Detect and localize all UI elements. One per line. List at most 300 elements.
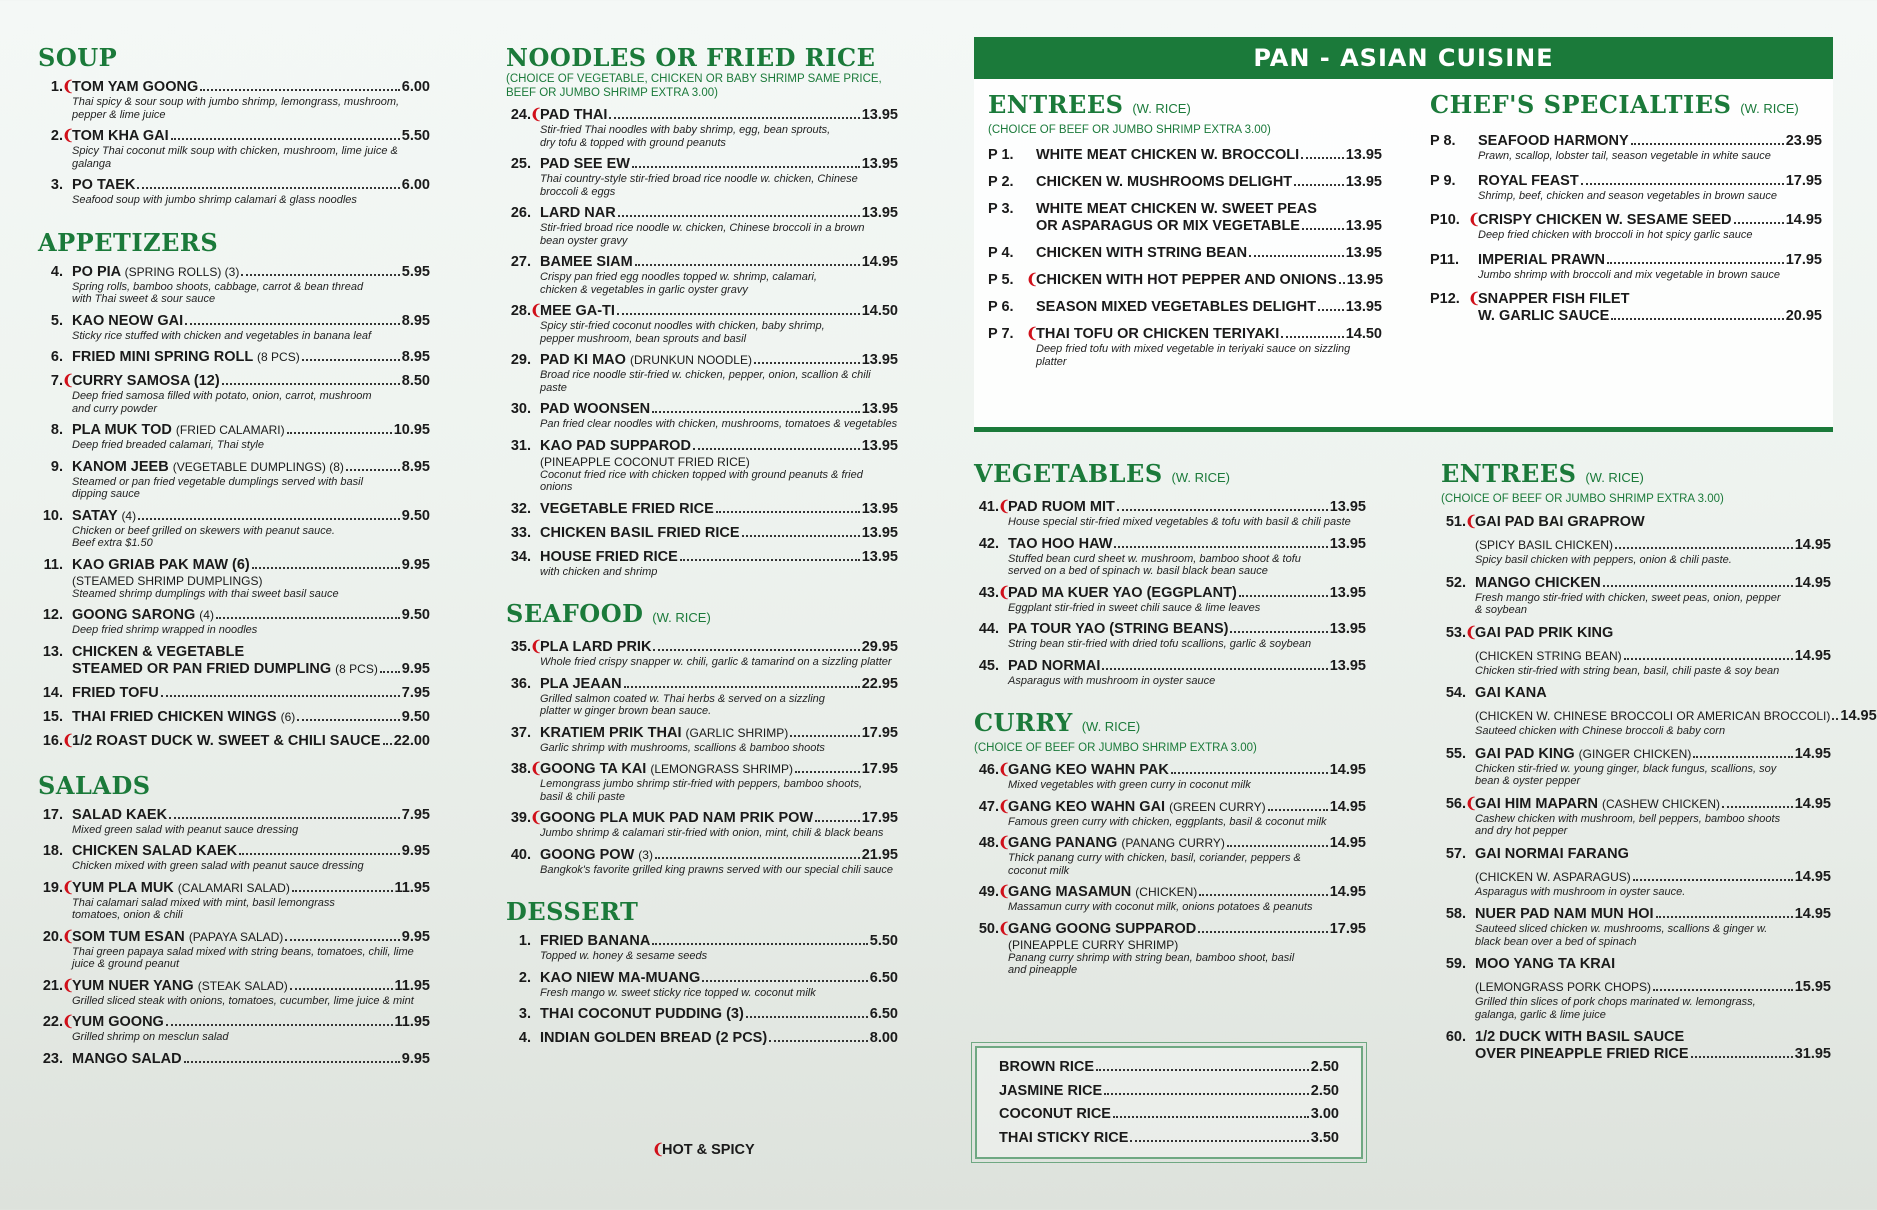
item-price: 6.00 (401, 79, 430, 95)
dot-leader (1268, 809, 1328, 811)
dot-leader (1691, 1056, 1793, 1058)
menu-item-row (506, 205, 898, 222)
item-price: 14.95 (1794, 868, 1831, 885)
item-price: 13.95 (861, 437, 898, 454)
item-price: 6.50 (869, 969, 898, 986)
item-description: Pan fried clear noodles with chicken, mushrooms, tomatoes & vegetables (540, 418, 898, 430)
menu-item-row (1441, 746, 1831, 763)
item-number: 33. (510, 524, 531, 541)
item-price: 14.95 (1329, 835, 1366, 851)
item-price: 23.95 (1785, 133, 1822, 149)
menu-item-row (506, 933, 898, 950)
item-description: Chicken stir-fried with string bean, basil, chili paste & soy bean (1475, 664, 1780, 677)
menu-item-row (1441, 685, 1831, 702)
item-number: P 2. (988, 174, 1014, 190)
item-description: platter w ginger brown bean sauce. (540, 705, 712, 717)
section-title: VEGETABLES (W. RICE) (974, 459, 1231, 488)
item-description: Deep fried tofu with mixed vegetable in teriyaki sauce on sizzling platter (1036, 343, 1351, 368)
item-price: 13.95 (861, 352, 898, 368)
item-subtitle: (6) (280, 709, 296, 724)
chili-icon: ❨ (1465, 624, 1478, 641)
item-description: Asparagus with mushroom in oyster sauce. (1475, 885, 1686, 898)
item-price: 11.95 (394, 879, 430, 896)
menu-item-row (1430, 212, 1822, 229)
menu-item (38, 607, 430, 637)
menu-item (988, 299, 1382, 316)
item-name: PAD NORMAI (1008, 657, 1101, 674)
item-name: ❨GAI HIM MAPARN (CASHEW CHICKEN) (1465, 795, 1721, 812)
item-name: KRATIEM PRIK THAI (GARLIC SHRIMP) (540, 724, 789, 741)
chili-icon: ❨ (62, 977, 75, 994)
dot-leader (1171, 772, 1328, 774)
item-subtitle: (VEGETABLE DUMPLINGS) (8) (172, 459, 344, 474)
item-name: ❨GANG GOONG SUPPAROD (998, 920, 1197, 937)
item-description: Thai spicy & sour soup with jumbo shrimp, lemongrass, mushroom, (72, 96, 400, 108)
item-name: 1/2 DUCK WITH BASIL SAUCE (1475, 1029, 1685, 1045)
section-note: (CHOICE OF BEEF OR JUMBO SHRIMP EXTRA 3.00) (974, 742, 1257, 754)
item-price: 17.95 (861, 810, 898, 826)
menu-item-row (1441, 625, 1831, 642)
item-name: CHICKEN WITH STRING BEAN (1036, 245, 1248, 261)
item-name: KAO PAD SUPPAROD (540, 437, 691, 454)
menu-item (506, 933, 898, 963)
item-number: 18. (42, 843, 63, 859)
item-name: ❨PAD RUOM MIT (998, 499, 1115, 515)
item-description: Deep fried shrimp wrapped in noodles (72, 624, 258, 636)
menu-item (1441, 575, 1831, 617)
item-number: P12. (1430, 291, 1460, 307)
menu-item-row (1430, 252, 1822, 269)
menu-item (506, 438, 898, 494)
item-number: 4. (518, 1030, 531, 1046)
item-name: ROYAL FEAST (1478, 172, 1579, 189)
item-description: dry tofu & topped with ground peanuts (540, 136, 726, 149)
menu-item-row (38, 607, 430, 624)
dot-leader (746, 1016, 868, 1018)
item-description: Cashew chicken with mushroom, bell peppers, bamboo shoots (1475, 812, 1781, 825)
menu-item (38, 508, 430, 550)
item-price: 9.50 (401, 708, 430, 725)
item-name: ❨GOONG PLA MUK PAD NAM PRIK POW (530, 810, 814, 826)
item-subtitle: (CASHEW CHICKEN) (1602, 796, 1721, 811)
menu-item (38, 843, 430, 873)
item-name: FRIED BANANA (540, 933, 651, 949)
item-subtitle: (FRIED CALAMARI) (175, 423, 285, 437)
dot-leader (290, 988, 393, 990)
item-description: Stuffed bean curd sheet w. mushroom, bamboo shoot & tofu (1008, 552, 1301, 565)
chili-icon: ❨ (62, 928, 75, 945)
item-subtitle: (GINGER CHICKEN) (1578, 746, 1692, 761)
menu-item (506, 303, 898, 345)
dot-leader (166, 1024, 393, 1026)
item-price: 13.95 (861, 205, 898, 221)
dot-leader (1631, 143, 1784, 145)
rice-name: THAI STICKY RICE (999, 1129, 1129, 1146)
item-number: P 7. (988, 326, 1014, 342)
item-number: 52. (1445, 574, 1466, 591)
item-number: 46. (978, 762, 999, 778)
item-number: 37. (510, 724, 531, 741)
menu-item-row (506, 639, 898, 656)
menu-item-row (38, 1051, 430, 1068)
item-price: 9.95 (401, 843, 430, 859)
item-description: Sauteed sliced chicken w. mushrooms, scallions & ginger w. (1475, 923, 1768, 935)
menu-item-row (506, 254, 898, 271)
dot-leader (617, 313, 860, 315)
chili-icon: ❨ (1465, 514, 1478, 530)
menu-column-2 (506, 44, 898, 1047)
dot-leader (287, 432, 392, 434)
item-price: 20.95 (1785, 308, 1822, 324)
item-name: THAI COCONUT PUDDING (3) (540, 1006, 744, 1022)
item-name: CHICKEN & VEGETABLE (72, 643, 245, 660)
dot-leader (1607, 262, 1784, 264)
item-description: pepper & lime juice (72, 108, 166, 121)
menu-item (506, 107, 898, 149)
menu-item (974, 835, 1366, 877)
rice-box (975, 1046, 1363, 1159)
legend-label: HOT & SPICY (662, 1142, 755, 1158)
menu-item-row-2 (1441, 708, 1877, 725)
dot-leader (769, 1040, 868, 1042)
item-description: Grilled thin slices of pork chops marinated w. lemongrass, (1475, 996, 1756, 1008)
menu-item-row (506, 761, 898, 778)
item-name: NUER PAD NAM MUN HOI (1475, 906, 1654, 922)
item-subtitle: (CHICKEN STRING BEAN) (1475, 648, 1622, 663)
item-price: 14.95 (1785, 212, 1822, 228)
menu-item (974, 658, 1366, 688)
item-number: 24. (510, 107, 531, 123)
item-name: TAO HOO HAW (1008, 535, 1113, 552)
dot-leader (1294, 184, 1344, 186)
item-price: 5.95 (401, 263, 430, 280)
item-number: 21. (42, 977, 63, 994)
item-name: FRIED MINI SPRING ROLL (8 PCS) (72, 349, 300, 365)
item-price: 7.95 (401, 684, 430, 701)
item-number: 1. (518, 933, 531, 949)
chili-icon: ❨ (998, 584, 1011, 601)
menu-item (506, 352, 898, 394)
menu-column-1 (38, 44, 430, 1068)
chili-icon: ❨ (652, 1142, 665, 1158)
item-description: Massamun curry with coconut milk, onions potatoes & peanuts (1008, 901, 1313, 913)
menu-item (1441, 796, 1831, 838)
item-number: 1. (50, 79, 63, 95)
item-description: basil & chili paste (540, 790, 625, 803)
menu-item-row (974, 799, 1366, 816)
menu-item-row (38, 929, 430, 946)
item-number: P 6. (988, 299, 1014, 315)
dot-leader (169, 817, 400, 819)
chili-icon: ❨ (998, 884, 1011, 900)
item-price: 14.95 (861, 254, 898, 270)
item-description: and pineapple (1008, 964, 1078, 976)
item-description: Thick panang curry with chicken, basil, coriander, peppers & (1008, 852, 1301, 864)
section-title: ENTREES (W. RICE) (988, 90, 1191, 119)
item-price: 13.95 (1346, 272, 1384, 288)
item-number: 11. (43, 556, 63, 573)
item-description: Deep fried chicken with broccoli in hot spicy garlic sauce (1478, 229, 1753, 241)
menu-item (38, 313, 430, 343)
item-name: PLA JEAAN (540, 675, 622, 692)
item-description: Asparagus with mushroom in oyster sauce (1008, 674, 1216, 687)
item-description: Stir-fried broad rice noodle w. chicken, Chinese broccoli in a brown (540, 222, 865, 234)
item-price: 22.95 (861, 675, 898, 692)
item-number: 50. (978, 920, 999, 937)
item-name: SATAY (4) (72, 507, 137, 524)
menu-item (38, 349, 430, 366)
item-price: 9.95 (401, 928, 430, 945)
menu-item (506, 810, 898, 840)
chili-icon: ❨ (530, 761, 543, 777)
item-name: PO PIA (SPRING ROLLS) (3) (72, 263, 240, 280)
menu-item-row (506, 1030, 898, 1047)
item-number: 51. (1445, 514, 1466, 530)
menu-item-row (974, 585, 1366, 602)
item-price: 13.95 (1345, 299, 1382, 315)
item-subtitle: (SPICY BASIL CHICKEN) (1475, 538, 1614, 552)
dot-leader (635, 264, 860, 266)
menu-item (38, 644, 430, 678)
chili-icon: ❨ (530, 810, 543, 826)
rice-price: 3.00 (1310, 1106, 1339, 1122)
menu-item (38, 459, 430, 501)
item-name: PLA MUK TOD (FRIED CALAMARI) (72, 422, 285, 438)
item-price: 13.95 (861, 500, 898, 517)
dot-leader (138, 518, 400, 520)
item-name: HOUSE FRIED RICE (540, 548, 678, 565)
item-price: 14.95 (1794, 906, 1831, 922)
menu-item-row (506, 303, 898, 320)
menu-item-row (38, 349, 430, 366)
item-price: 14.95 (1329, 762, 1366, 778)
menu-item-row (506, 156, 898, 173)
item-description: Grilled salmon coated w. Thai herbs & served on a sizzling (540, 692, 825, 705)
menu-item-row (1441, 575, 1831, 592)
menu-item (974, 536, 1366, 578)
item-name: KAO NIEW MA-MUANG (540, 969, 701, 986)
item-price: 14.95 (1794, 745, 1831, 762)
chili-icon: ❨ (998, 835, 1011, 851)
item-description: Thai country-style stir-fried broad rice noodle w. chicken, Chinese (540, 173, 858, 185)
item-price: 7.95 (401, 806, 430, 823)
item-name: ❨GOONG TA KAI (LEMONGRASS SHRIMP) (530, 761, 794, 777)
item-number: 55. (1445, 745, 1466, 762)
item-description: Famous green curry with chicken, eggplants, basil & coconut milk (1008, 815, 1327, 828)
menu-item-row (974, 884, 1366, 901)
item-price: 13.95 (1329, 657, 1366, 674)
chili-icon: ❨ (1468, 212, 1481, 228)
item-description: Sauteed chicken with Chinese broccoli & baby corn (1475, 725, 1726, 737)
dot-leader (1104, 1093, 1309, 1095)
item-description: Jumbo shrimp with broccoli and mix vegetable in brown sauce (1478, 268, 1781, 281)
menu-item-row-2 (1441, 869, 1831, 886)
item-description: served on a bed of spinach w. basil black bean sauce (1008, 565, 1268, 577)
item-description: String bean stir-fried with dried tofu scallions, garlic & soybean (1008, 638, 1312, 650)
item-subtitle: (STEAK SALAD) (197, 978, 288, 993)
item-number: 31. (510, 437, 531, 454)
menu-item-row (1430, 133, 1822, 150)
item-subtitle: (8 PCS) (257, 350, 300, 364)
item-subtitle: (GARLIC SHRIMP) (685, 725, 789, 740)
item-price: 9.50 (401, 507, 430, 524)
item-number: 9. (50, 458, 63, 475)
dot-leader (346, 469, 400, 471)
menu-item (38, 978, 430, 1008)
item-price: 9.50 (401, 607, 430, 623)
menu-column-3 (974, 460, 1366, 977)
item-price: 17.95 (861, 724, 898, 741)
menu-item (506, 676, 898, 718)
item-price: 14.95 (1329, 798, 1366, 815)
menu-item-row (988, 326, 1382, 343)
pan-asian-banner: PAN - ASIAN CUISINE (974, 37, 1833, 79)
item-description: Stir-fried Thai noodles with baby shrimp, egg, bean sprouts, (540, 124, 831, 136)
item-number: 43. (978, 584, 999, 601)
section-rice-note: (W. RICE) (652, 610, 711, 625)
item-price: 17.95 (1329, 920, 1366, 937)
item-name: MANGO CHICKEN (1475, 574, 1601, 591)
item-description: pepper mushroom, bean sprouts and basil (540, 332, 747, 345)
menu-item-row (506, 501, 898, 518)
item-name: THAI FRIED CHICKEN WINGS (6) (72, 708, 296, 725)
dot-leader (742, 535, 860, 537)
menu-item-row (38, 422, 430, 439)
item-name-line2 (1475, 708, 1830, 725)
item-number: 10. (42, 507, 63, 524)
item-number: 47. (978, 798, 999, 815)
item-description: Thai green papaya salad mixed with string beans, tomatoes, chili, lime (72, 945, 414, 958)
item-description: coconut milk (1008, 864, 1070, 877)
menu-item-row (38, 644, 430, 661)
chili-icon: ❨ (62, 128, 75, 144)
item-number: 29. (510, 352, 531, 368)
dot-leader (652, 411, 860, 413)
menu-item-row (1430, 173, 1822, 190)
menu-item (988, 147, 1382, 164)
menu-item-row (974, 762, 1366, 779)
item-description: Chicken or beef grilled on skewers with peanut sauce. (72, 524, 335, 537)
section-title: SEAFOOD (W. RICE) (506, 599, 711, 628)
item-price: 17.95 (1785, 172, 1822, 189)
section-note: (CHOICE OF BEEF OR JUMBO SHRIMP EXTRA 3.00) (988, 124, 1271, 136)
dot-leader (1302, 228, 1344, 230)
menu-item (38, 709, 430, 726)
item-description: Mixed green salad with peanut sauce dressing (72, 823, 299, 836)
item-number: 8. (50, 422, 63, 438)
menu-item-row (1441, 514, 1831, 531)
menu-item-row (506, 438, 898, 455)
item-price: 13.95 (1345, 174, 1382, 190)
item-price: 22.00 (393, 732, 430, 749)
dot-leader (1611, 318, 1783, 320)
dot-leader (1239, 595, 1328, 597)
menu-item (506, 401, 898, 431)
item-price: 14.95 (1794, 795, 1831, 812)
item-name: ❨SOM TUM ESAN (PAPAYA SALAD) (62, 928, 284, 945)
item-description: chicken & vegetables in garlic oyster gravy (540, 283, 748, 296)
menu-item (974, 921, 1366, 977)
item-description: Shrimp, beef, chicken and season vegetables in brown sauce (1478, 189, 1778, 202)
item-price: 9.95 (401, 556, 430, 573)
item-name: ❨CRISPY CHICKEN W. SESAME SEED (1468, 212, 1732, 228)
item-description: Garlic shrimp with mushrooms, scallions & bamboo shoots (540, 741, 825, 754)
item-name: CHICKEN W. MUSHROOMS DELIGHT (1036, 174, 1293, 190)
item-price: 14.95 (1794, 647, 1831, 664)
dot-leader (1832, 718, 1838, 720)
dot-leader (383, 743, 392, 745)
pan-entrees-column (988, 91, 1382, 368)
item-number: 26. (510, 205, 531, 221)
dot-leader (653, 649, 859, 651)
item-name: GOONG POW (3) (540, 846, 653, 863)
dot-leader (200, 89, 400, 91)
rice-price: 2.50 (1310, 1082, 1339, 1099)
dot-leader (1281, 336, 1343, 338)
item-price: 5.50 (401, 128, 430, 144)
dot-leader (1722, 806, 1793, 808)
menu-item (506, 725, 898, 755)
item-price: 13.95 (861, 548, 898, 565)
dot-leader (1096, 1069, 1309, 1071)
menu-item-row (38, 177, 430, 194)
item-name: ❨YUM PLA MUK (CALAMARI SALAD) (62, 879, 290, 896)
item-description: Spicy stir-fried coconut noodles with chicken, baby shrimp, (540, 320, 825, 332)
menu-item-row (974, 921, 1366, 938)
item-description: and curry powder (72, 402, 157, 415)
menu-item (1441, 906, 1831, 948)
menu-item (38, 929, 430, 971)
item-name: ❨YUM GOONG (62, 1014, 164, 1030)
dot-leader (184, 1061, 400, 1063)
item-description: Steamed or pan fried vegetable dumplings served with basil (72, 475, 364, 488)
section-gap (38, 750, 430, 772)
menu-item-row (506, 970, 898, 987)
section-gap (974, 687, 1366, 709)
chili-icon: ❨ (530, 303, 543, 319)
item-description: Chicken stir-fried w. young ginger, black fungus, scallions, soy (1475, 762, 1777, 775)
menu-item-row (38, 685, 430, 702)
dot-leader (1102, 668, 1327, 670)
item-number: 14. (42, 684, 63, 701)
item-price: 14.50 (861, 303, 898, 319)
menu-item-row (38, 1014, 430, 1031)
menu-item-row (506, 549, 898, 566)
item-name: CHICKEN SALAD KAEK (72, 843, 238, 859)
menu-item-row (38, 709, 430, 726)
section-gap (506, 876, 898, 898)
menu-item (1430, 291, 1822, 325)
menu-item (988, 272, 1382, 289)
dot-leader (302, 359, 400, 361)
item-subtitle: (LEMONGRASS PORK CHOPS) (1475, 980, 1652, 994)
dot-leader (632, 166, 860, 168)
dot-leader (252, 567, 400, 569)
menu-item (974, 884, 1366, 914)
chili-icon: ❨ (530, 107, 543, 123)
dot-leader (1633, 879, 1793, 881)
menu-item-row (506, 401, 898, 418)
item-subtitle: (CHICKEN) (1135, 885, 1198, 899)
section-title: ENTREES (W. RICE) (1441, 459, 1644, 488)
item-name: ❨CHICKEN WITH HOT PEPPER AND ONIONS (1026, 272, 1337, 288)
section-rice-note: (W. RICE) (1585, 470, 1644, 485)
dot-leader (222, 383, 400, 385)
item-description: black bean over a bed of spinach (1475, 935, 1637, 948)
item-name: CHICKEN BASIL FRIED RICE (540, 524, 740, 541)
item-description: Eggplant stir-fried in sweet chili sauce & lime leaves (1008, 601, 1261, 614)
menu-item-row (988, 272, 1382, 289)
